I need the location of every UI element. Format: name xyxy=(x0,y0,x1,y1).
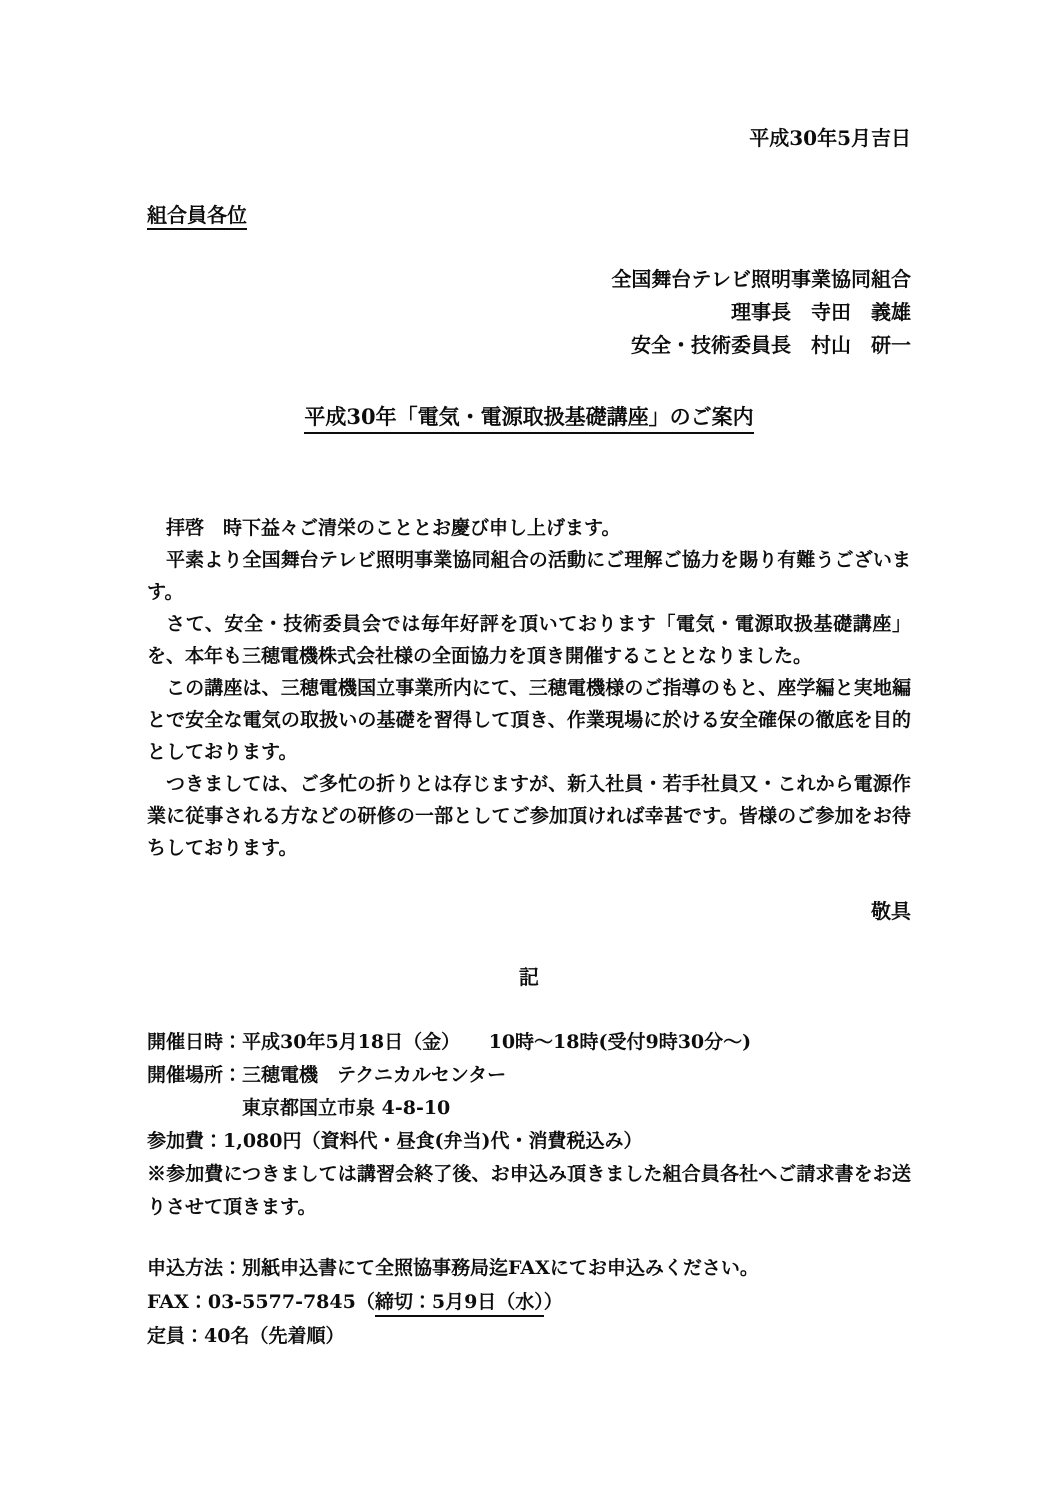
application-capacity: 定員：40名（先着順） xyxy=(147,1325,345,1347)
fax-closing-paren: ） xyxy=(543,1291,563,1313)
application-method: 申込方法：別紙申込書にて全照協事務局迄FAXにてお申込みください。 xyxy=(147,1257,759,1279)
record-marker: 記 xyxy=(519,965,539,989)
event-details-block xyxy=(147,1026,911,1224)
sender-chairman: 理事長 寺田 義雄 xyxy=(731,300,911,324)
body-paragraph-purpose: この講座は、三穂電機国立事業所内にて、三穂電機様のご指導のもと、座学編と実地編とで安全な電気の取扱いの基礎を習得して頂き、作業現場に於ける安全確保の徹底を目的としております。 xyxy=(147,677,911,763)
detail-datetime: 開催日時：平成30年5月18日（金） 10時～18時(受付9時30分～) xyxy=(147,1031,752,1053)
recipient-label: 組合員各位 xyxy=(147,203,247,230)
body-paragraph-announcement: さて、安全・技術委員会では毎年好評を頂いております「電気・電源取扱基礎講座」を、本年も三穂電機株式会社様の全面協力を頂き開催することとなりました。 xyxy=(147,613,911,667)
recipient-row xyxy=(147,199,911,233)
application-fax-line xyxy=(147,1285,911,1319)
title-row xyxy=(147,400,911,436)
fax-deadline: 締切：5月9日（水） xyxy=(375,1291,544,1317)
detail-venue: 開催場所：三穂電機 テクニカルセンター xyxy=(147,1064,507,1086)
letter-date: 平成30年5月吉日 xyxy=(749,126,911,150)
detail-address: 東京都国立市泉 4-8-10 xyxy=(147,1097,451,1119)
body-paragraph-greeting: 拝啓 時下益々ご清栄のこととお慶び申し上げます。 xyxy=(166,517,621,539)
document-title: 平成30年「電気・電源取扱基礎講座」のご案内 xyxy=(304,404,753,434)
sender-organization: 全国舞台テレビ照明事業協同組合 xyxy=(611,267,911,291)
closing-keigu: 敬具 xyxy=(871,899,911,923)
body-paragraph-invitation: つきましては、ご多忙の折りとは存じますが、新入社員・若手社員又・これから電源作業に従事される方などの研修の一部としてご参加頂ければ幸甚です。皆様のご参加をお待ちしております。 xyxy=(147,773,911,859)
body-paragraph-thanks: 平素より全国舞台テレビ照明事業協同組合の活動にご理解ご協力を賜り有難うございます。 xyxy=(147,549,911,603)
application-block xyxy=(147,1251,911,1353)
sender-block xyxy=(147,263,911,362)
detail-fee: 参加費：1,080円（資料代・昼食(弁当)代・消費税込み） xyxy=(147,1130,643,1152)
sender-committee-chief: 安全・技術委員長 村山 研一 xyxy=(631,333,911,357)
fax-number: FAX：03-5577-7845（ xyxy=(147,1291,375,1313)
letter-body xyxy=(147,512,911,864)
detail-fee-note: ※参加費につきましては講習会終了後、お申込み頂きました組合員各社へご請求書をお送りさせて頂きます。 xyxy=(147,1163,911,1218)
